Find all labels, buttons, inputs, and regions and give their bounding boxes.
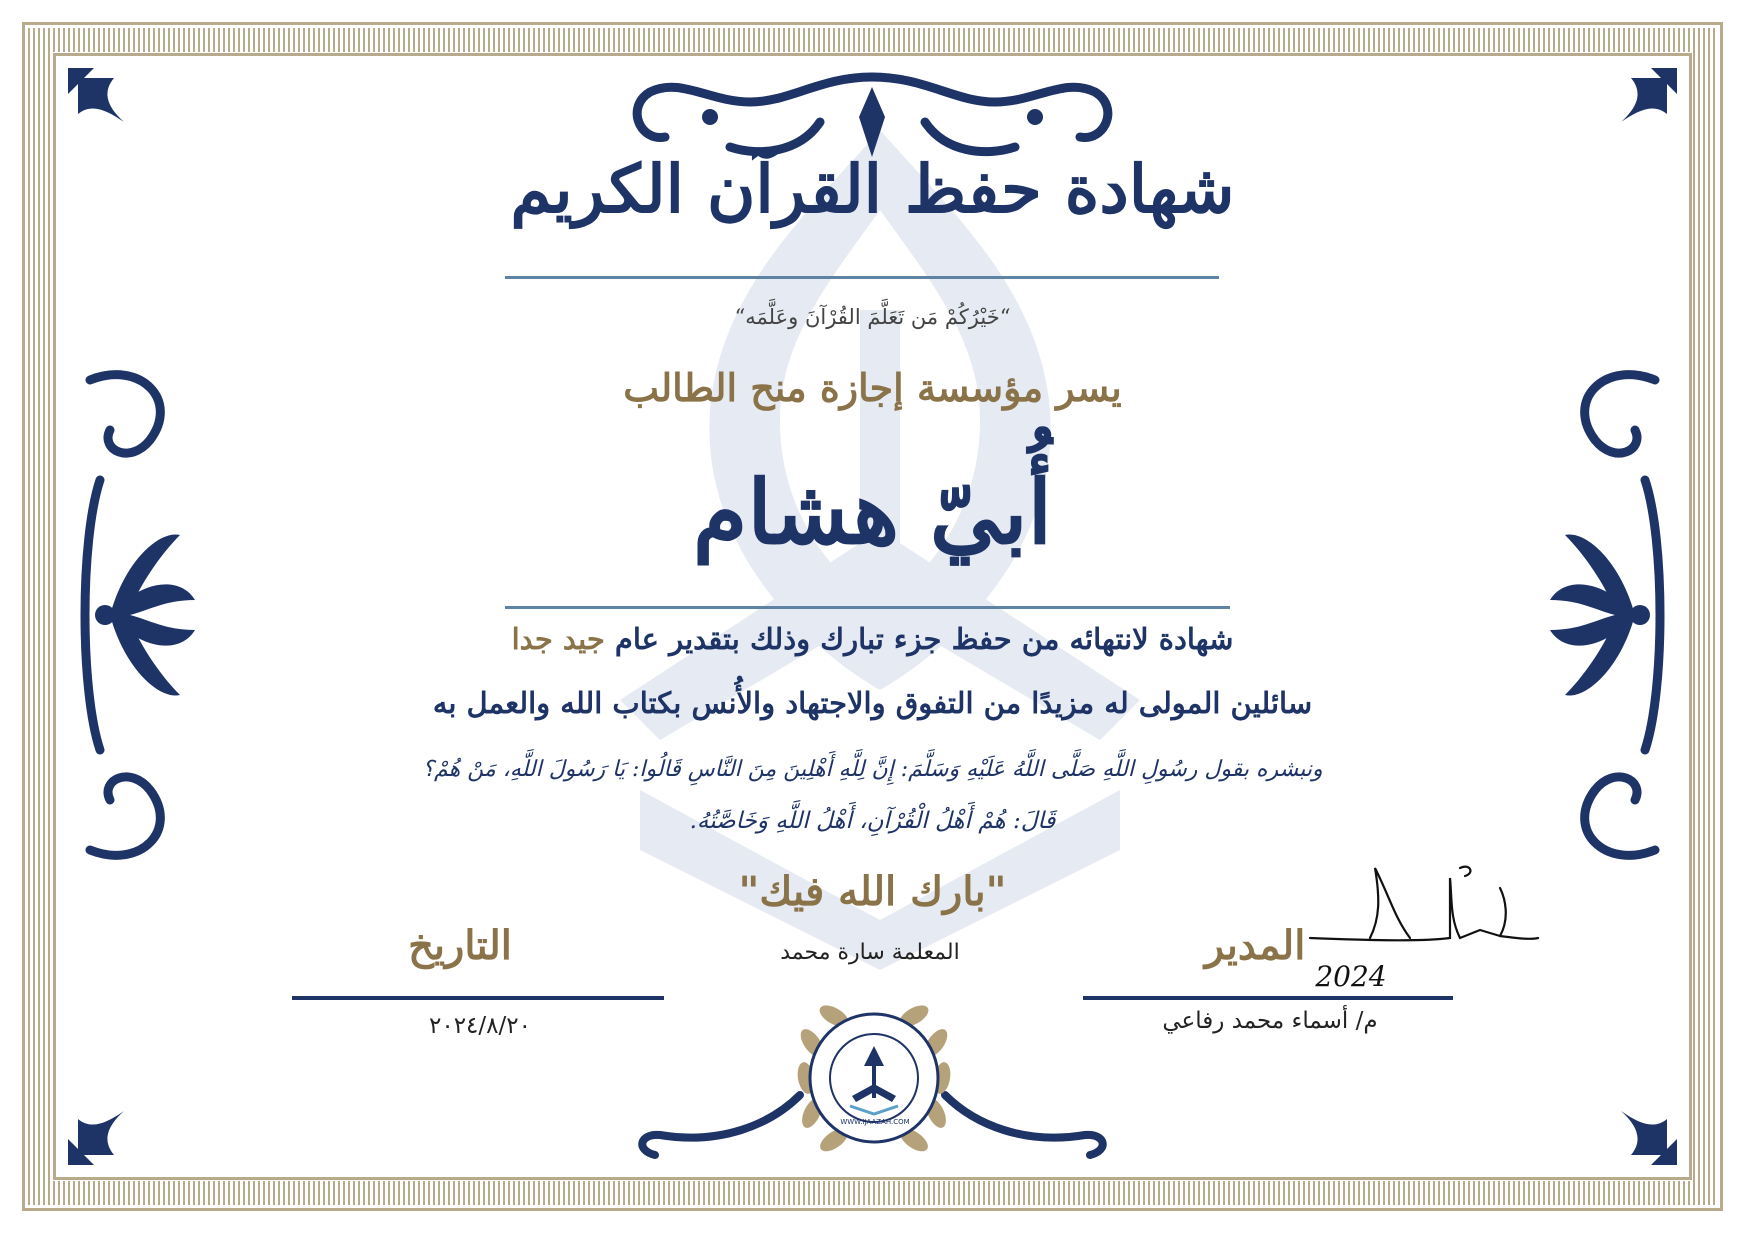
hadith-line-2: قَالَ: هُمْ أَهْلُ الْقُرْآنِ، أَهْلُ اللَّهِ وَخَاصَّتُهُ. — [689, 808, 1056, 834]
certificate-title: شهادة حفظ القرآن الكريم — [510, 150, 1235, 228]
hadith-quote: “خَيْرُكُمْ مَن تَعَلَّمَ القُرْآنَ وعَلَّمَه“ — [734, 305, 1011, 329]
corner-ornament-top-left-icon — [64, 64, 136, 136]
achievement-text: شهادة لانتهائه من حفظ جزء تبارك وذلك بتقدير عام — [614, 622, 1234, 656]
hadith-line-1: ونبشره بقول رسُولِ اللَّهِ صَلَّى اللَّهُ عَلَيْهِ وَسَلَّمَ: إِنَّ لِلَّهِ أَهْلِينَ مِنَ النَّاسِ قَالُوا: يَا رَسُولَ اللَّهِ، مَنْ هُمْ؟ — [422, 757, 1323, 782]
corner-ornament-top-right-icon — [1609, 64, 1681, 136]
prayer-line: سائلين المولى له مزيدًا من التفوق والاجتهاد والأُنس بكتاب الله والعمل به — [432, 686, 1313, 720]
signature-year: 2024 — [1315, 960, 1387, 993]
date-signature-line — [292, 996, 664, 1000]
date-label: التاريخ — [408, 922, 512, 969]
blessing-text: "بارك الله فيك" — [738, 868, 1007, 915]
achievement-line — [0, 622, 1745, 656]
left-side-ornament-icon — [70, 360, 200, 870]
seal-website: WWW.IJAAZAH.COM — [840, 1118, 910, 1126]
intro-text: يسر مؤسسة إجازة منح الطالب — [623, 365, 1122, 410]
right-side-ornament-icon — [1545, 360, 1675, 870]
director-label: المدير — [1204, 922, 1306, 969]
date-value: ٢٠٢٤/٨/٢٠ — [429, 1013, 531, 1039]
director-name: م/ أسماء محمد رفاعي — [1162, 1008, 1378, 1034]
director-signature-line — [1083, 996, 1453, 1000]
grade-text: جيد جدا — [511, 622, 605, 656]
name-underline — [505, 606, 1230, 609]
student-name: أُبيّ هشام — [692, 460, 1053, 564]
title-underline — [505, 276, 1219, 279]
institution-seal-icon — [784, 988, 964, 1168]
teacher-name: المعلمة سارة محمد — [780, 940, 960, 965]
corner-ornament-bottom-right-icon — [1609, 1097, 1681, 1169]
corner-ornament-bottom-left-icon — [64, 1097, 136, 1169]
